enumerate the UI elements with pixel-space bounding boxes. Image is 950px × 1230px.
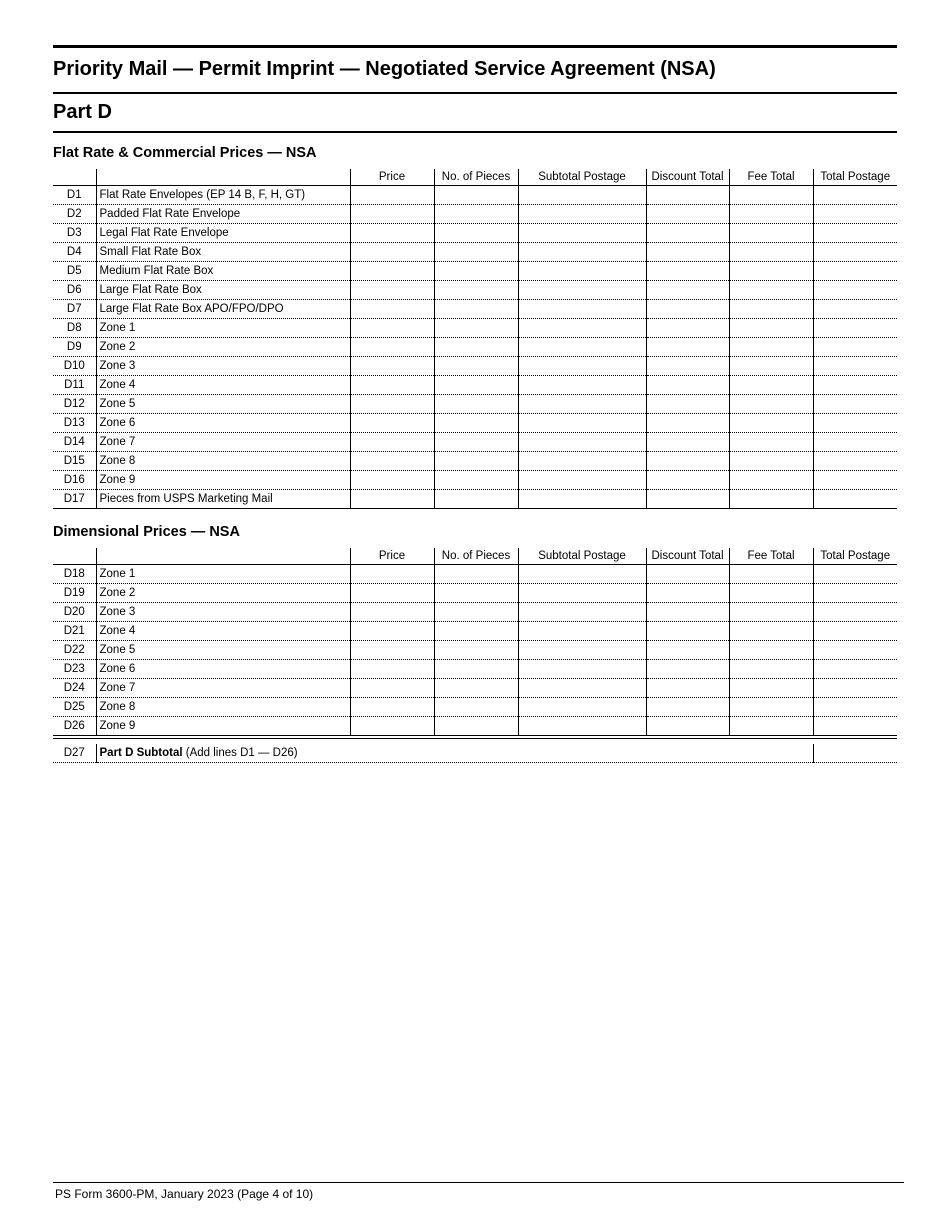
subtotal-postage-cell[interactable] — [518, 262, 646, 281]
part-heading: Part D — [53, 101, 112, 123]
row-number: D19 — [53, 584, 96, 603]
discount-total-cell[interactable] — [646, 717, 729, 736]
discount-total-cell[interactable] — [646, 376, 729, 395]
header-blank — [53, 548, 96, 565]
table-row — [53, 205, 897, 224]
table-row — [53, 679, 897, 698]
column-header-discount-total: Discount Total — [646, 169, 729, 186]
subtotal-postage-cell[interactable] — [518, 395, 646, 414]
price-cell[interactable] — [350, 698, 434, 717]
table-row — [53, 376, 897, 395]
row-number: D27 — [53, 744, 96, 763]
discount-total-cell[interactable] — [646, 243, 729, 262]
price-cell[interactable] — [350, 452, 434, 471]
fee-total-cell[interactable] — [729, 603, 813, 622]
header-blank — [96, 169, 350, 186]
row-label: Zone 1 — [96, 565, 350, 584]
column-header-subtotal-postage: Subtotal Postage — [518, 169, 646, 186]
column-header-fee-total: Fee Total — [729, 169, 813, 186]
row-label: Zone 3 — [96, 603, 350, 622]
no-of-pieces-cell[interactable] — [434, 641, 518, 660]
table-row — [53, 357, 897, 376]
subtotal-postage-cell[interactable] — [518, 679, 646, 698]
total-postage-cell[interactable] — [813, 281, 897, 300]
table-row — [53, 452, 897, 471]
no-of-pieces-cell[interactable] — [434, 414, 518, 433]
fee-total-cell[interactable] — [729, 471, 813, 490]
price-cell[interactable] — [350, 376, 434, 395]
subtotal-table — [53, 744, 897, 763]
discount-total-cell[interactable] — [646, 205, 729, 224]
discount-total-cell[interactable] — [646, 490, 729, 509]
row-number: D26 — [53, 717, 96, 736]
row-label: Zone 2 — [96, 338, 350, 357]
no-of-pieces-cell[interactable] — [434, 660, 518, 679]
subtotal-postage-cell[interactable] — [518, 471, 646, 490]
row-number: D24 — [53, 679, 96, 698]
price-cell[interactable] — [350, 565, 434, 584]
price-cell[interactable] — [350, 186, 434, 205]
table-row — [53, 603, 897, 622]
subtotal-postage-cell[interactable] — [518, 660, 646, 679]
row-label: Zone 5 — [96, 395, 350, 414]
price-cell[interactable] — [350, 717, 434, 736]
fee-total-cell[interactable] — [729, 376, 813, 395]
table-row — [53, 224, 897, 243]
total-postage-cell[interactable] — [813, 584, 897, 603]
fee-total-cell[interactable] — [729, 622, 813, 641]
no-of-pieces-cell[interactable] — [434, 452, 518, 471]
row-number: D8 — [53, 319, 96, 338]
price-cell[interactable] — [350, 300, 434, 319]
price-cell[interactable] — [350, 622, 434, 641]
row-number: D18 — [53, 565, 96, 584]
footer-rule — [53, 1182, 904, 1183]
no-of-pieces-cell[interactable] — [434, 490, 518, 509]
top-rule — [53, 45, 897, 48]
table-row — [53, 262, 897, 281]
no-of-pieces-cell[interactable] — [434, 319, 518, 338]
total-postage-cell[interactable] — [813, 565, 897, 584]
discount-total-cell[interactable] — [646, 414, 729, 433]
price-cell[interactable] — [350, 679, 434, 698]
subtotal-postage-cell[interactable] — [518, 452, 646, 471]
no-of-pieces-cell[interactable] — [434, 622, 518, 641]
total-postage-cell[interactable] — [813, 357, 897, 376]
subtotal-postage-cell[interactable] — [518, 603, 646, 622]
fee-total-cell[interactable] — [729, 281, 813, 300]
total-postage-cell[interactable] — [813, 660, 897, 679]
fee-total-cell[interactable] — [729, 300, 813, 319]
no-of-pieces-cell[interactable] — [434, 281, 518, 300]
fee-total-cell[interactable] — [729, 584, 813, 603]
price-cell[interactable] — [350, 490, 434, 509]
no-of-pieces-cell[interactable] — [434, 186, 518, 205]
discount-total-cell[interactable] — [646, 565, 729, 584]
no-of-pieces-cell[interactable] — [434, 357, 518, 376]
row-label: Padded Flat Rate Envelope — [96, 205, 350, 224]
row-label: Legal Flat Rate Envelope — [96, 224, 350, 243]
price-cell[interactable] — [350, 243, 434, 262]
fee-total-cell[interactable] — [729, 357, 813, 376]
subtotal-label — [96, 744, 813, 763]
row-number: D17 — [53, 490, 96, 509]
subtotal-postage-cell[interactable] — [518, 205, 646, 224]
header-row — [53, 548, 897, 565]
discount-total-cell[interactable] — [646, 679, 729, 698]
fee-total-cell[interactable] — [729, 338, 813, 357]
no-of-pieces-cell[interactable] — [434, 395, 518, 414]
subtotal-row — [53, 744, 897, 763]
fee-total-cell[interactable] — [729, 243, 813, 262]
subtotal-postage-cell[interactable] — [518, 224, 646, 243]
page-title: Priority Mail — Permit Imprint — Negotiated Service Agreement (NSA) — [53, 58, 716, 80]
total-postage-cell[interactable] — [813, 243, 897, 262]
no-of-pieces-cell[interactable] — [434, 603, 518, 622]
total-postage-cell[interactable] — [813, 319, 897, 338]
total-postage-cell[interactable] — [813, 622, 897, 641]
subtotal-label-bold: Part D Subtotal — [99, 747, 183, 759]
fee-total-cell[interactable] — [729, 205, 813, 224]
fee-total-cell[interactable] — [729, 433, 813, 452]
subtotal-postage-cell[interactable] — [518, 281, 646, 300]
discount-total-cell[interactable] — [646, 300, 729, 319]
subtotal-postage-cell[interactable] — [518, 300, 646, 319]
price-cell[interactable] — [350, 357, 434, 376]
total-postage-cell[interactable] — [813, 205, 897, 224]
price-cell[interactable] — [350, 262, 434, 281]
row-label: Zone 2 — [96, 584, 350, 603]
row-label: Flat Rate Envelopes (EP 14 B, F, H, GT) — [96, 186, 350, 205]
row-number: D2 — [53, 205, 96, 224]
price-cell[interactable] — [350, 641, 434, 660]
section-heading-dimensional: Dimensional Prices — NSA — [53, 524, 240, 540]
discount-total-cell[interactable] — [646, 338, 729, 357]
price-cell[interactable] — [350, 603, 434, 622]
price-cell[interactable] — [350, 584, 434, 603]
discount-total-cell[interactable] — [646, 357, 729, 376]
column-header-price: Price — [350, 548, 434, 565]
fee-total-cell[interactable] — [729, 717, 813, 736]
total-postage-cell[interactable] — [813, 300, 897, 319]
fee-total-cell[interactable] — [729, 319, 813, 338]
table-row — [53, 243, 897, 262]
row-number: D20 — [53, 603, 96, 622]
row-number: D6 — [53, 281, 96, 300]
subtotal-postage-cell[interactable] — [518, 357, 646, 376]
subtotal-postage-cell[interactable] — [518, 414, 646, 433]
no-of-pieces-cell[interactable] — [434, 262, 518, 281]
price-cell[interactable] — [350, 319, 434, 338]
no-of-pieces-cell[interactable] — [434, 243, 518, 262]
subtotal-postage-cell[interactable] — [518, 698, 646, 717]
fee-total-cell[interactable] — [729, 452, 813, 471]
form-footer: PS Form 3600-PM, January 2023 (Page 4 of 10) — [55, 1187, 314, 1201]
table-row — [53, 641, 897, 660]
row-label: Zone 6 — [96, 660, 350, 679]
no-of-pieces-cell[interactable] — [434, 717, 518, 736]
discount-total-cell[interactable] — [646, 641, 729, 660]
price-cell[interactable] — [350, 224, 434, 243]
fee-total-cell[interactable] — [729, 186, 813, 205]
fee-total-cell[interactable] — [729, 660, 813, 679]
section-heading-flat-rate: Flat Rate & Commercial Prices — NSA — [53, 145, 317, 161]
no-of-pieces-cell[interactable] — [434, 205, 518, 224]
table-row — [53, 660, 897, 679]
row-label: Zone 1 — [96, 319, 350, 338]
row-label: Small Flat Rate Box — [96, 243, 350, 262]
discount-total-cell[interactable] — [646, 471, 729, 490]
table-row — [53, 414, 897, 433]
row-label: Zone 8 — [96, 452, 350, 471]
fee-total-cell[interactable] — [729, 679, 813, 698]
no-of-pieces-cell[interactable] — [434, 338, 518, 357]
subtotal-postage-cell[interactable] — [518, 319, 646, 338]
row-number: D9 — [53, 338, 96, 357]
total-postage-cell[interactable] — [813, 679, 897, 698]
column-header-subtotal-postage: Subtotal Postage — [518, 548, 646, 565]
total-postage-cell[interactable] — [813, 262, 897, 281]
no-of-pieces-cell[interactable] — [434, 565, 518, 584]
table-row — [53, 186, 897, 205]
row-label: Zone 6 — [96, 414, 350, 433]
discount-total-cell[interactable] — [646, 698, 729, 717]
fee-total-cell[interactable] — [729, 414, 813, 433]
discount-total-cell[interactable] — [646, 186, 729, 205]
subtotal-postage-cell[interactable] — [518, 641, 646, 660]
total-postage-cell[interactable] — [813, 338, 897, 357]
row-number: D1 — [53, 186, 96, 205]
fee-total-cell[interactable] — [729, 395, 813, 414]
row-label: Zone 9 — [96, 717, 350, 736]
discount-total-cell[interactable] — [646, 395, 729, 414]
column-header-no-of-pieces: No. of Pieces — [434, 548, 518, 565]
table-row — [53, 281, 897, 300]
total-postage-cell[interactable] — [813, 641, 897, 660]
subtotal-postage-cell[interactable] — [518, 490, 646, 509]
subtotal-postage-cell[interactable] — [518, 243, 646, 262]
row-label: Zone 4 — [96, 622, 350, 641]
row-label: Zone 4 — [96, 376, 350, 395]
discount-total-cell[interactable] — [646, 281, 729, 300]
total-postage-cell[interactable] — [813, 395, 897, 414]
subtotal-postage-cell[interactable] — [518, 622, 646, 641]
price-cell[interactable] — [350, 471, 434, 490]
header-blank — [53, 169, 96, 186]
row-label: Zone 9 — [96, 471, 350, 490]
column-header-total-postage: Total Postage — [813, 548, 897, 565]
table-row — [53, 338, 897, 357]
price-cell[interactable] — [350, 414, 434, 433]
price-cell[interactable] — [350, 338, 434, 357]
row-number: D10 — [53, 357, 96, 376]
price-cell[interactable] — [350, 281, 434, 300]
discount-total-cell[interactable] — [646, 584, 729, 603]
no-of-pieces-cell[interactable] — [434, 679, 518, 698]
row-number: D16 — [53, 471, 96, 490]
row-label: Zone 3 — [96, 357, 350, 376]
subtotal-postage-cell[interactable] — [518, 338, 646, 357]
part-rule — [53, 131, 897, 133]
subtotal-separator — [53, 738, 897, 739]
row-number: D7 — [53, 300, 96, 319]
row-label: Large Flat Rate Box APO/FPO/DPO — [96, 300, 350, 319]
table-row — [53, 490, 897, 509]
row-number: D12 — [53, 395, 96, 414]
row-number: D21 — [53, 622, 96, 641]
header-row — [53, 169, 897, 186]
total-postage-cell[interactable] — [813, 224, 897, 243]
price-cell[interactable] — [350, 433, 434, 452]
table-row — [53, 300, 897, 319]
fee-total-cell[interactable] — [729, 224, 813, 243]
total-postage-cell[interactable] — [813, 376, 897, 395]
column-header-no-of-pieces: No. of Pieces — [434, 169, 518, 186]
total-postage-cell[interactable] — [813, 433, 897, 452]
column-header-total-postage: Total Postage — [813, 169, 897, 186]
subtotal-label-note: (Add lines D1 — D26) — [182, 747, 298, 759]
row-number: D22 — [53, 641, 96, 660]
fee-total-cell[interactable] — [729, 641, 813, 660]
total-postage-cell[interactable] — [813, 414, 897, 433]
table-row — [53, 717, 897, 736]
discount-total-cell[interactable] — [646, 660, 729, 679]
flat-rate-table — [53, 169, 897, 509]
subtotal-total-cell[interactable] — [813, 744, 897, 763]
row-number: D25 — [53, 698, 96, 717]
discount-total-cell[interactable] — [646, 603, 729, 622]
discount-total-cell[interactable] — [646, 224, 729, 243]
no-of-pieces-cell[interactable] — [434, 300, 518, 319]
fee-total-cell[interactable] — [729, 262, 813, 281]
total-postage-cell[interactable] — [813, 186, 897, 205]
subtotal-postage-cell[interactable] — [518, 433, 646, 452]
fee-total-cell[interactable] — [729, 698, 813, 717]
table-row — [53, 565, 897, 584]
row-label: Zone 7 — [96, 433, 350, 452]
row-number: D5 — [53, 262, 96, 281]
total-postage-cell[interactable] — [813, 490, 897, 509]
total-postage-cell[interactable] — [813, 471, 897, 490]
no-of-pieces-cell[interactable] — [434, 376, 518, 395]
row-label: Large Flat Rate Box — [96, 281, 350, 300]
row-number: D4 — [53, 243, 96, 262]
subtotal-postage-cell[interactable] — [518, 584, 646, 603]
total-postage-cell[interactable] — [813, 698, 897, 717]
discount-total-cell[interactable] — [646, 262, 729, 281]
header-blank — [96, 548, 350, 565]
table-row — [53, 698, 897, 717]
fee-total-cell[interactable] — [729, 490, 813, 509]
no-of-pieces-cell[interactable] — [434, 584, 518, 603]
subtotal-postage-cell[interactable] — [518, 186, 646, 205]
row-label: Zone 7 — [96, 679, 350, 698]
row-number: D11 — [53, 376, 96, 395]
table-row — [53, 622, 897, 641]
row-number: D14 — [53, 433, 96, 452]
table-row — [53, 319, 897, 338]
row-label: Zone 5 — [96, 641, 350, 660]
discount-total-cell[interactable] — [646, 319, 729, 338]
price-cell[interactable] — [350, 205, 434, 224]
row-label: Pieces from USPS Marketing Mail — [96, 490, 350, 509]
dimensional-table — [53, 548, 897, 736]
column-header-fee-total: Fee Total — [729, 548, 813, 565]
discount-total-cell[interactable] — [646, 622, 729, 641]
no-of-pieces-cell[interactable] — [434, 698, 518, 717]
row-number: D13 — [53, 414, 96, 433]
table-row — [53, 433, 897, 452]
no-of-pieces-cell[interactable] — [434, 224, 518, 243]
row-label: Zone 8 — [96, 698, 350, 717]
total-postage-cell[interactable] — [813, 452, 897, 471]
price-cell[interactable] — [350, 395, 434, 414]
price-cell[interactable] — [350, 660, 434, 679]
table-row — [53, 471, 897, 490]
row-number: D23 — [53, 660, 96, 679]
discount-total-cell[interactable] — [646, 433, 729, 452]
table-row — [53, 584, 897, 603]
table-row — [53, 395, 897, 414]
subtotal-postage-cell[interactable] — [518, 376, 646, 395]
title-rule — [53, 92, 897, 94]
row-number: D3 — [53, 224, 96, 243]
total-postage-cell[interactable] — [813, 603, 897, 622]
row-label: Medium Flat Rate Box — [96, 262, 350, 281]
subtotal-postage-cell[interactable] — [518, 717, 646, 736]
total-postage-cell[interactable] — [813, 717, 897, 736]
fee-total-cell[interactable] — [729, 565, 813, 584]
subtotal-postage-cell[interactable] — [518, 565, 646, 584]
no-of-pieces-cell[interactable] — [434, 471, 518, 490]
row-number: D15 — [53, 452, 96, 471]
discount-total-cell[interactable] — [646, 452, 729, 471]
column-header-discount-total: Discount Total — [646, 548, 729, 565]
column-header-price: Price — [350, 169, 434, 186]
no-of-pieces-cell[interactable] — [434, 433, 518, 452]
